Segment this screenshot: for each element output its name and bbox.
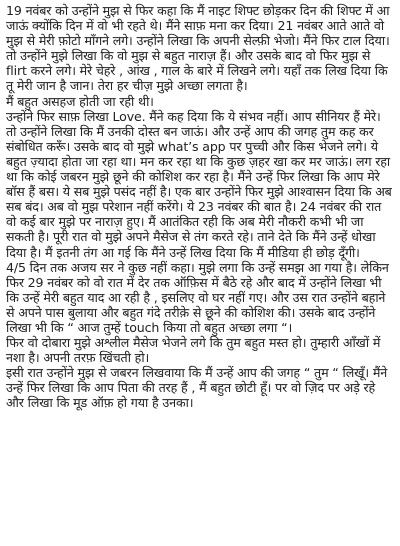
paragraph-1: 19 नवंबर को उन्होंने मुझ से फिर कहा कि मैं नाइट शिफ्ट छोड़कर दिन की शिफ्ट में आ जाऊं क्योंकि दिन में वो भी रहते थे। मैंने साफ़ मना कर दिया। 21 नवंबर आते आते वो मुझ से मेरी फ़ोटो माँगने लगे। उन्होंने लिखा कि अपनी सेल्फ़ी भेजो। मैंने फिर टाल दिया। तो उन्होंने मुझे लिखा कि वो मुझ से बहुत नाराज़ हैं। और उसके बाद वो फिर मुझ से flirt करने लगे। मेरे चेहरे , आंख , गाल के बारे में लिखने लगे। यहाँ तक लिख दिया कि तू मेरी जान है जान। तेरा हर चीज़ मुझे अच्छा लगता है।	[6, 3, 390, 94]
paragraph-4: 4/5 दिन तक अजय सर ने कुछ नहीं कहा। मुझे लगा कि उन्हें समझ आ गया है। लेकिन फिर 29 नवंबर को वो रात में देर तक ऑफ़िस में बैठे रहे और बाद में उन्होंने लिखा भी कि उन्हें मेरी बहुत याद आ रही है , इसलिए वो घर नहीं गए। और उस रात उन्होंने बहाने से अपने पास बुलाया और बहुत गंदे तरीक़े से छूने की कोशिश की। उसके बाद उन्होंने लिखा भी कि “ आज तुम्हें touch किया तो बहुत अच्छा लगा “।	[6, 259, 389, 335]
paragraph-5: फिर वो दोबारा मुझे अश्लील मैसेज भेजने लगे कि तुम बहुत मस्त हो। तुम्हारी आँखों में नशा है। अपनी तरफ़ खिंचती हो।	[6, 335, 381, 366]
paragraph-2: मैं बहुत असहज होती जा रही थी।	[6, 93, 154, 109]
paragraph-3: उन्होंने फिर साफ़ लिखा Love. मैंने कह दिया कि ये संभव नहीं। आप सीनियर हैं मेरे। तो उन्होंने लिखा कि मैं उनकी दोस्त बन जाऊं। और उन्हें आप की जगह तुम कह कर संबोधित करूँ। उसके बाद वो मुझे what’s app पर पुच्ची और किस भेजने लगे। ये बहुत ज़्यादा होता जा रहा था। मन कर रहा था कि कुछ ज़हर खा कर मर जाऊं। लग रहा था कि कोई जबरन मुझे छूने की कोशिश कर रहा है। मैंने उन्हें फिर लिखा कि आप मेरे बॉस हैं बस। ये सब मुझे पसंद नहीं है। एक बार उन्होंने फिर मुझे आश्वासन दिया कि अब सब बंद। अब वो मुझ परेशान नहीं करेंगे। ये 23 नवंबर की बात है। 24 नवंबर की रात वो कई बार मुझे पर नाराज़ हुए। मैं आतंकित रही कि अब मेरी नौकरी कभी भी जा सकती है। पूरी रात वो मुझे अपने मैसेज से तंग करते रहे। ताने देते कि मैंने उन्हें धोखा दिया है। मैं इतनी तंग आ गई कि मैंने उन्हें लिख दिया कि मैं मीडिया ही छोड़ दूँगी।	[6, 108, 392, 260]
paragraph-6: इसी रात उन्होंने मुझ से जबरन लिखवाया कि मैं उन्हें आप की जगह “ तुम “ लिखूँ। मैंने उन्हें फिर लिखा कि आप पिता की तरह हैं , मैं बहुत छोटी हूँ। पर वो ज़िद पर अड़े रहे और लिखा कि मूड ऑफ़ हो गया है उनका।	[6, 365, 388, 411]
